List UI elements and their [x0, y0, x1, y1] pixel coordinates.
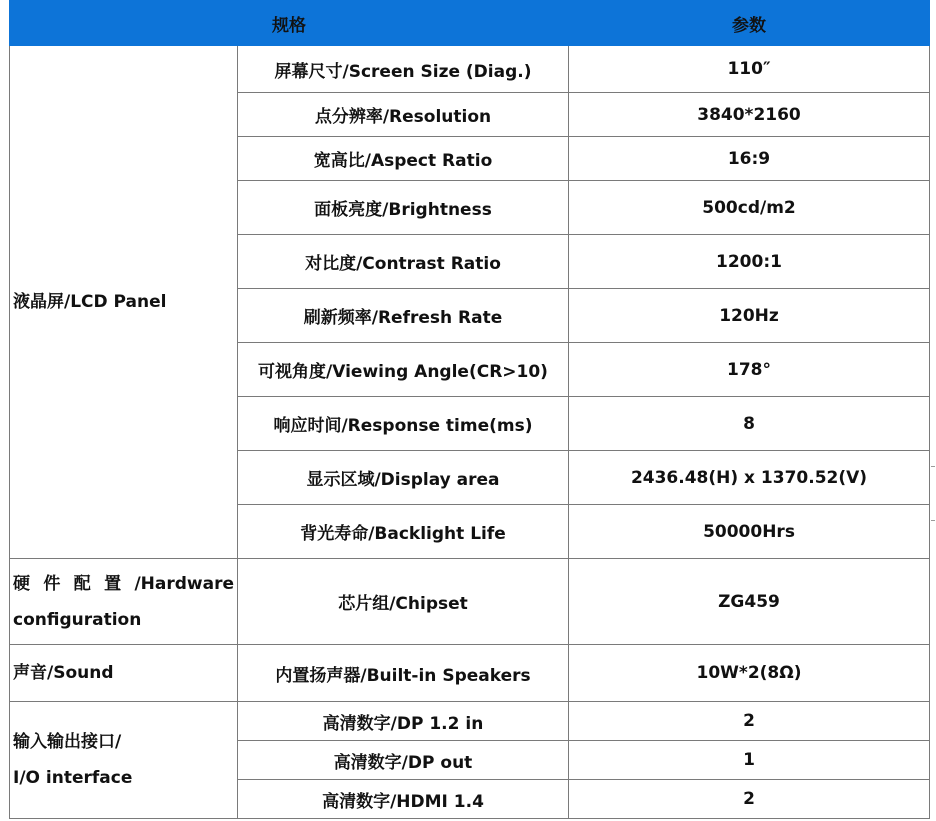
param-brightness: 面板亮度/Brightness — [238, 181, 569, 235]
value-viewing-angle: 178° — [569, 343, 930, 397]
table-row — [10, 46, 930, 93]
group-io-line2: I/O interface — [13, 768, 133, 788]
value-dp-out: 1 — [569, 741, 930, 780]
value-speakers: 10W*2(8Ω) — [569, 645, 930, 702]
value-resolution: 3840*2160 — [569, 93, 930, 137]
table-row — [10, 559, 930, 645]
group-hardware-line2: configuration — [13, 609, 142, 630]
group-hardware-line1: 硬 件 配 置 /Hardware — [13, 573, 234, 594]
value-backlight-life: 50000Hrs — [569, 505, 930, 559]
param-response-time: 响应时间/Response time(ms) — [238, 397, 569, 451]
value-screen-size: 110″ — [569, 46, 930, 93]
group-lcd-panel: 液晶屏/LCD Panel — [10, 46, 238, 559]
param-contrast-ratio: 对比度/Contrast Ratio — [238, 235, 569, 289]
param-dp-out: 高清数字/DP out — [238, 741, 569, 780]
value-display-area: 2436.48(H) x 1370.52(V) — [569, 451, 930, 505]
param-backlight-life: 背光寿命/Backlight Life — [238, 505, 569, 559]
value-chipset: ZG459 — [569, 559, 930, 645]
spec-table — [9, 0, 930, 819]
table-row — [10, 645, 930, 702]
margin-tick — [931, 466, 935, 467]
param-refresh-rate: 刷新频率/Refresh Rate — [238, 289, 569, 343]
param-speakers: 内置扬声器/Built-in Speakers — [238, 645, 569, 702]
header-spec: 规格 — [10, 1, 569, 46]
param-aspect-ratio: 宽高比/Aspect Ratio — [238, 137, 569, 181]
value-refresh-rate: 120Hz — [569, 289, 930, 343]
param-display-area: 显示区域/Display area — [238, 451, 569, 505]
param-cell — [238, 46, 569, 93]
param-hdmi: 高清数字/HDMI 1.4 — [238, 780, 569, 819]
group-io-line1: 输入输出接口/ — [13, 732, 122, 752]
param-chipset: 芯片组/Chipset — [238, 559, 569, 645]
value-response-time: 8 — [569, 397, 930, 451]
value-dp-in: 2 — [569, 702, 930, 741]
value-brightness: 500cd/m2 — [569, 181, 930, 235]
group-hardware — [10, 559, 238, 645]
table-row — [10, 702, 930, 741]
header-value: 参数 — [569, 1, 930, 46]
margin-tick — [931, 520, 935, 521]
group-io — [10, 702, 238, 819]
value-aspect-ratio: 16:9 — [569, 137, 930, 181]
param-screen-size: 屏幕尺寸/Screen Size (Diag.) — [274, 61, 532, 82]
param-viewing-angle: 可视角度/Viewing Angle(CR>10) — [238, 343, 569, 397]
value-hdmi: 2 — [569, 780, 930, 819]
group-sound: 声音/Sound — [10, 645, 238, 702]
param-resolution: 点分辨率/Resolution — [238, 93, 569, 137]
header-row — [10, 1, 930, 46]
value-contrast-ratio: 1200:1 — [569, 235, 930, 289]
param-dp-in: 高清数字/DP 1.2 in — [238, 702, 569, 741]
